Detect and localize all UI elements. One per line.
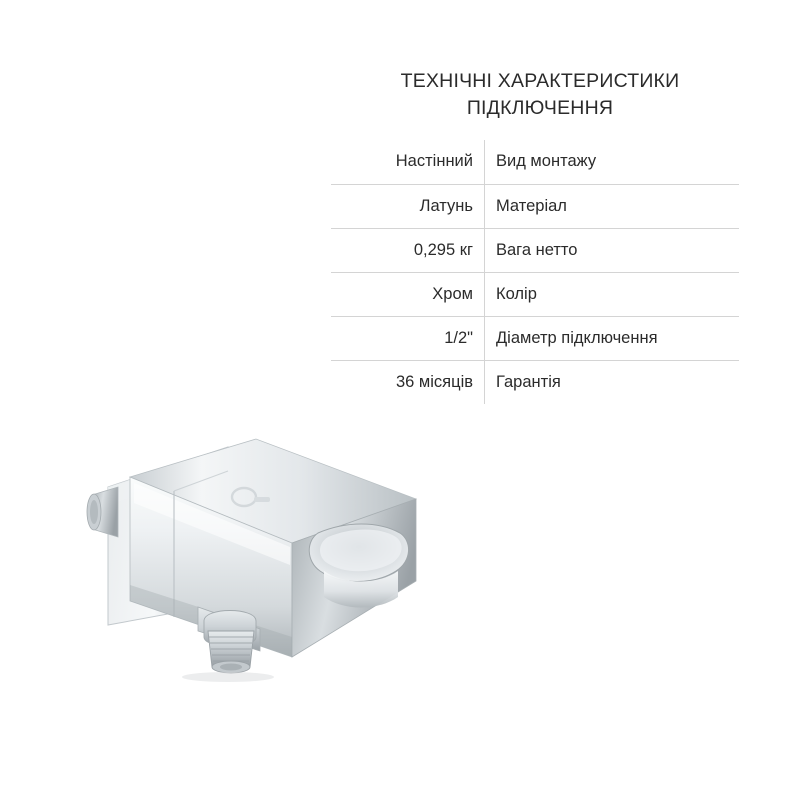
spec-key: Колір <box>485 272 740 316</box>
page-title-line-2: ПІДКЛЮЧЕННЯ <box>466 97 614 119</box>
spec-value: Настінний <box>331 140 485 184</box>
side-boss <box>87 487 118 537</box>
table-row <box>331 184 739 228</box>
spec-value: 0,295 кг <box>331 228 485 272</box>
spec-key: Вага нетто <box>485 228 740 272</box>
spec-key: Гарантія <box>496 372 561 391</box>
table-row <box>331 360 739 404</box>
spec-key: Діаметр підключення <box>485 316 740 360</box>
specification-table <box>331 140 739 404</box>
spec-value: Хром <box>331 272 485 316</box>
table-row <box>331 316 739 360</box>
spec-key: Вид монтажу <box>485 140 740 184</box>
spec-value: Латунь <box>331 184 485 228</box>
spec-value: 36 місяців <box>331 360 485 404</box>
holder-cradle <box>309 524 408 608</box>
table-row <box>331 272 739 316</box>
table-row <box>331 140 739 184</box>
product-image <box>78 425 458 705</box>
table-row <box>331 228 739 272</box>
outlet-connector <box>198 607 260 673</box>
spec-key: Матеріал <box>485 184 740 228</box>
spec-value: 1/2" <box>331 316 485 360</box>
page-title <box>330 68 750 122</box>
page-title-line-1: ТЕХНІЧНІ ХАРАКТЕРИСТИКИ <box>400 70 680 92</box>
